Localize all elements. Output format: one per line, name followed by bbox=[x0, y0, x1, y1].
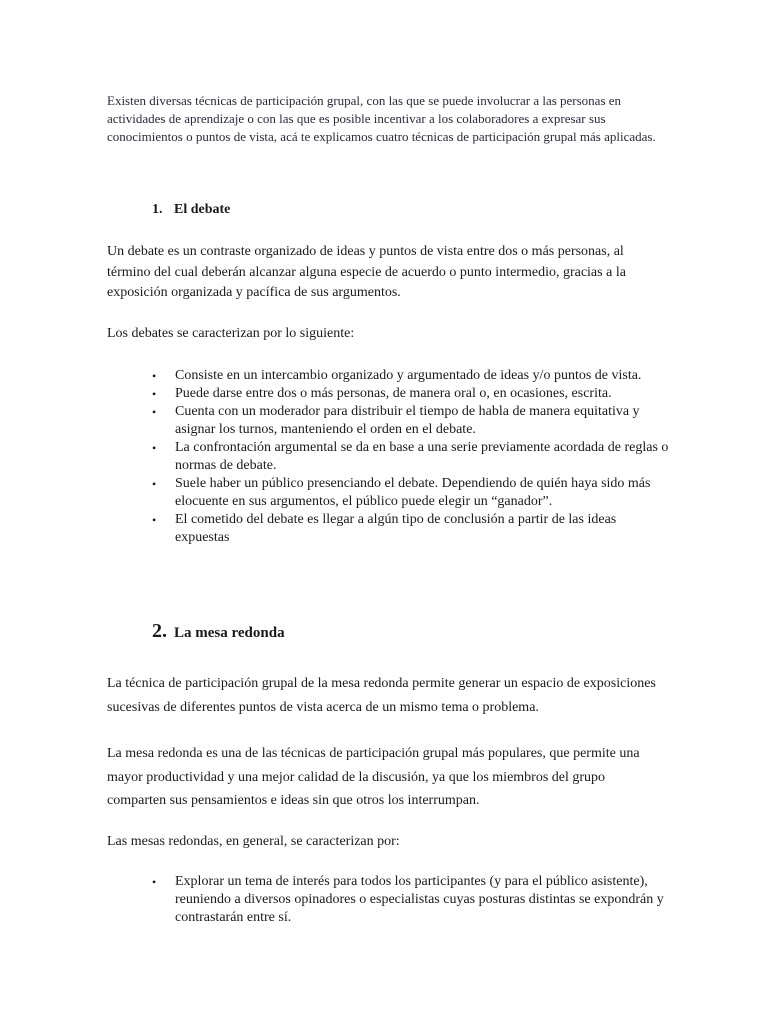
section-1-heading bbox=[152, 201, 230, 219]
bullet-icon: • bbox=[152, 369, 157, 383]
list-item bbox=[152, 475, 672, 511]
debate-characteristics-list bbox=[152, 367, 672, 547]
debate-list-intro: Los debates se caracterizan por lo siguiente: bbox=[107, 326, 355, 341]
list-item bbox=[152, 385, 672, 403]
list-item-text: Consiste en un intercambio organizado y argumentado de ideas y/o puntos de vista. bbox=[175, 368, 642, 383]
bullet-icon: • bbox=[152, 387, 157, 401]
list-item-text: Suele haber un público presenciando el debate. Dependiendo de quién haya sido más elocuente en sus argumentos, el público puede elegir un “ganador”. bbox=[175, 476, 651, 509]
list-item bbox=[152, 439, 672, 475]
section-2-heading bbox=[152, 618, 285, 646]
bullet-icon: • bbox=[152, 513, 157, 527]
list-item-text: La confrontación argumental se da en base a una serie previamente acordada de reglas o normas de debate. bbox=[175, 440, 669, 473]
intro-paragraph: Existen diversas técnicas de participación grupal, con las que se puede involucrar a las personas en actividades de aprendizaje o con las que es posible incentivar a los colaboradores a expresar sus conocimientos o puntos de vista, acá te explicamos cuatro técnicas de participación grupal más aplicadas. bbox=[107, 93, 656, 144]
list-item-text: El cometido del debate es llegar a algún tipo de conclusión a partir de las ideas expuestas bbox=[175, 512, 617, 545]
mesa-characteristics-list bbox=[152, 873, 672, 927]
section-1-number: 1. bbox=[152, 202, 163, 217]
mesa-popularity-paragraph: La mesa redonda es una de las técnicas de participación grupal más populares, que permite una mayor productividad y una mejor calidad de la discusión, ya que los miembros del grupo comparten sus pensamientos e ideas sin que otros los interrumpan. bbox=[107, 746, 640, 808]
mesa-definition-paragraph: La técnica de participación grupal de la mesa redonda permite generar un espacio de exposiciones sucesivas de diferentes puntos de vista acerca de un mismo tema o problema. bbox=[107, 676, 656, 715]
section-1-title: El debate bbox=[174, 202, 231, 217]
bullet-icon: • bbox=[152, 477, 157, 491]
list-item bbox=[152, 403, 672, 439]
list-item-text: Explorar un tema de interés para todos los participantes (y para el público asistente), reuniendo a diversos opinadores o especialistas cuyas posturas distintas se expondrán y contrastarán entre sí. bbox=[175, 874, 664, 925]
debate-definition-paragraph: Un debate es un contraste organizado de ideas y puntos de vista entre dos o más personas, al término del cual deberán alcanzar alguna especie de acuerdo o punto intermedio, gracias a la exposición organizada y pacífica de sus argumentos. bbox=[107, 244, 626, 300]
section-2-number: 2. bbox=[152, 620, 167, 642]
bullet-icon: • bbox=[152, 875, 157, 889]
mesa-list-intro: Las mesas redondas, en general, se caracterizan por: bbox=[107, 834, 400, 849]
list-item-text: Cuenta con un moderador para distribuir el tiempo de habla de manera equitativa y asignar los turnos, manteniendo el orden en el debate. bbox=[175, 404, 640, 437]
list-item bbox=[152, 367, 672, 385]
list-item bbox=[152, 873, 672, 927]
bullet-icon: • bbox=[152, 405, 157, 419]
section-2-title: La mesa redonda bbox=[174, 625, 285, 641]
list-item bbox=[152, 511, 672, 547]
bullet-icon: • bbox=[152, 441, 157, 455]
list-item-text: Puede darse entre dos o más personas, de manera oral o, en ocasiones, escrita. bbox=[175, 386, 612, 401]
